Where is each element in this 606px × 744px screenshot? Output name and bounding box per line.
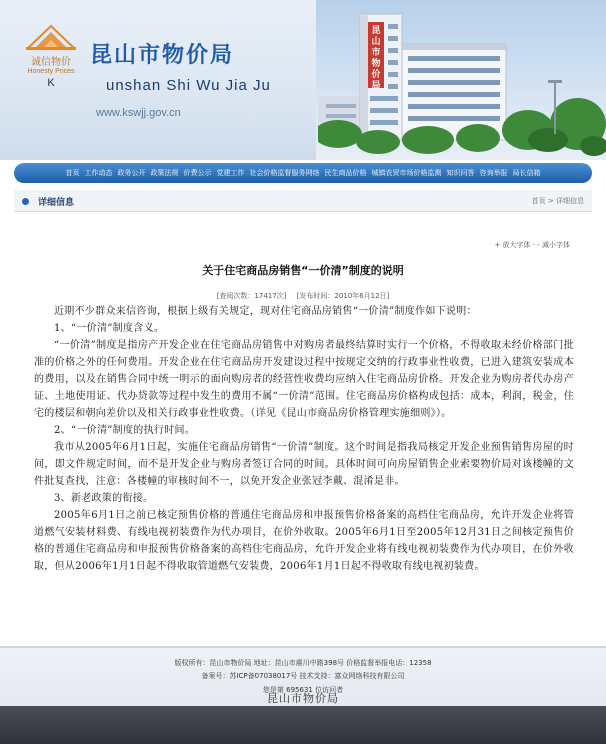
article-paragraph: “一价清”制度是指房产开发企业在住宅商品房销售中对购房者最终结算时实行一个价格，不得收取未经价格部门批准的价格之外的任何费用。开发企业在住宅商品房开发建设过程中按规定交纳的行政事业性收费，已进入建筑安装成本的费用，以及在销售合同中统一明示的面向购房者的经营性收费均应纳入住宅商品房价格。开发企业为购房者代办房产证、土地使用证、代办贷款等过程中发生的费用不属“一价清”范围。住宅商品房价格构成包括：成本，利润，税金，住宅的楼层和朝向差价以及相关行政事业性收费。（详见《昆山市商品房价格管理实施细则》）。 bbox=[34, 340, 574, 419]
site-footer bbox=[0, 648, 606, 706]
footer-icp: 备案号：苏ICP备07038017号 技术支持：富众网络科技有限公司 bbox=[201, 672, 405, 680]
nav-director-mailbox[interactable]: 局长信箱 bbox=[512, 169, 541, 177]
section-header bbox=[14, 190, 592, 212]
logo-k-letter: K bbox=[47, 77, 55, 89]
site-name: 昆山市物价局 bbox=[90, 42, 235, 68]
honesty-crown-icon bbox=[24, 22, 78, 52]
site-url[interactable]: www.kswjj.gov.cn bbox=[96, 107, 181, 119]
article-paragraph: 2、“一价清”制度的执行时间。 bbox=[54, 425, 196, 436]
bottom-dark-bar bbox=[0, 706, 606, 744]
breadcrumb[interactable]: 首页 > 详细信息 bbox=[531, 197, 584, 205]
nav-qa[interactable]: 知识问答 bbox=[446, 169, 475, 177]
article-paragraph: 我市从2005年6月1日起，实施住宅商品房销售“一价清”制度。这个时间是指我局核定开发企业预售销售房屋的时间，即文件规定时间，而不是开发企业与购房者签订合同的时间。具体时间可向房屋销售企业索要物价局对该楼幢的文件批复查找，注意：各楼幢的审核时间不一，以免开发企业张冠李戴、混淆是非。 bbox=[34, 442, 574, 487]
main-nav bbox=[14, 163, 592, 183]
nav-work-news[interactable]: 工作动态 bbox=[84, 169, 113, 177]
header-banner bbox=[0, 0, 606, 160]
nav-home[interactable]: 首页 bbox=[65, 169, 80, 177]
footer-seal-text: 昆山市物价局 bbox=[267, 692, 339, 705]
site-pinyin: unshan Shi Wu Jia Ju bbox=[106, 77, 271, 94]
nav-gov-affairs[interactable]: 政务公开 bbox=[117, 169, 146, 177]
article-paragraph: 2005年6月1日之前已核定预售价格的普通住宅商品房和申报预售价格备案的高档住宅商品房，允许开发企业将管道燃气安装材料费、有线电视初装费作为代办项目，在价外收取。2005年6月1日至2005年12月31日之间核定预售价格的普通住宅商品房和申报预售价格备案的高档住宅商品房，允许开发企业将有线电视初装费作为代办项目，在价外收取，但从2006年1月1日起不得收取管道燃气安装费，2006年1月1日起不得收取有线电视初装费。 bbox=[34, 510, 574, 572]
section-bullet-icon bbox=[22, 198, 29, 205]
view-count: [查阅次数：17417次] bbox=[216, 292, 287, 300]
nav-price-notice[interactable]: 价费公示 bbox=[183, 169, 212, 177]
government-building-image bbox=[318, 0, 606, 160]
nav-price-supervision[interactable]: 社会价格监督服务网络 bbox=[249, 169, 320, 177]
logo-chinese-text: 诚信物价 bbox=[31, 57, 71, 68]
article-paragraph: 近期不少群众来信咨询，根据上级有关规定，现对住宅商品房销售“一价清”制度作如下说明： bbox=[54, 306, 477, 317]
building-sign-text: 昆山市物价局 bbox=[371, 26, 381, 91]
site-logo[interactable] bbox=[20, 22, 82, 96]
logo-english-text: Honesty Prices bbox=[27, 68, 75, 75]
font-controls-separator: · bbox=[532, 241, 535, 249]
decrease-font-button[interactable]: - 减小字体 bbox=[537, 241, 570, 249]
nav-market-monitoring[interactable]: 城镇农贸市场价格监测 bbox=[371, 169, 442, 177]
section-title: 详细信息 bbox=[38, 198, 75, 208]
nav-livelihood-prices[interactable]: 民生商品价格 bbox=[324, 169, 367, 177]
article-body bbox=[34, 303, 574, 575]
visitor-counter: 您是第 695631 位访问者 bbox=[262, 686, 344, 694]
article-paragraph: 3、新老政策的衔接。 bbox=[54, 493, 154, 504]
nav-policies[interactable]: 政策法规 bbox=[150, 169, 179, 177]
article-title: 关于住宅商品房销售“一价清”制度的说明 bbox=[202, 264, 404, 277]
publish-date: [发布时间：2010年6月12日] bbox=[296, 292, 390, 300]
increase-font-button[interactable]: + 放大字体 bbox=[494, 241, 531, 249]
footer-copyright: 版权所有：昆山市物价局 地址：昆山市震川中路398号 价格监督举报电话：12358 bbox=[174, 659, 432, 667]
nav-complaints[interactable]: 咨询举报 bbox=[479, 169, 508, 177]
nav-party-work[interactable]: 党建工作 bbox=[216, 169, 245, 177]
article-paragraph: 1、“一价清”制度含义。 bbox=[54, 323, 165, 334]
article-meta bbox=[0, 291, 606, 301]
font-size-controls bbox=[494, 240, 570, 250]
